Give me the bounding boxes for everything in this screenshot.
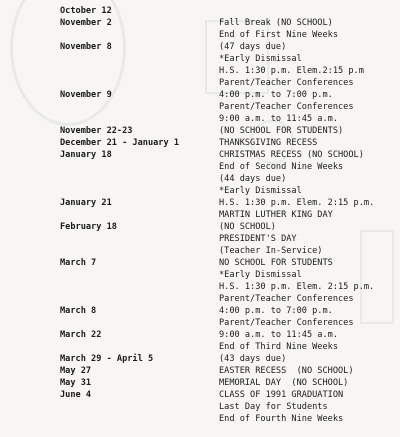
calendar-date: November 2 [60,18,112,28]
calendar-date: October 12 [60,6,112,16]
calendar-date: December 21 - January 1 [60,138,179,148]
calendar-date: January 21 [60,198,112,208]
calendar-event: End of Fourth Nine Weeks [219,414,344,424]
calendar-event: 4:00 p.m. to 7:00 p.m. [219,90,333,100]
calendar-date: March 7 [60,258,97,268]
calendar-event: Parent/Teacher Conferences [219,78,354,88]
calendar-event: H.S. 1:30 p.m. Elem. 2:15 p.m. [219,198,375,208]
calendar-event: NO SCHOOL FOR STUDENTS [219,258,333,268]
calendar-event: 4:00 p.m. to 7:00 p.m. [219,306,333,316]
calendar-event: THANKSGIVING RECESS [219,138,318,148]
calendar-date: May 27 [60,366,92,376]
calendar-event: H.S. 1:30 p.m. Elem. 2:15 p.m. [219,282,375,292]
calendar-date: May 31 [60,378,92,388]
calendar-date: March 22 [60,330,102,340]
calendar-date: January 18 [60,150,112,160]
calendar-date: March 8 [60,306,97,316]
calendar-date: February 18 [60,222,117,232]
calendar-event: (NO SCHOOL) [219,222,276,232]
calendar-event: MARTIN LUTHER KING DAY [219,210,333,220]
calendar-date: November 9 [60,90,112,100]
calendar-event: Fall Break (NO SCHOOL) [219,18,333,28]
calendar-event: End of Second Nine Weeks [219,162,344,172]
calendar-event: MEMORIAL DAY (NO SCHOOL) [219,378,349,388]
calendar-event: CHRISTMAS RECESS (NO SCHOOL) [219,150,364,160]
calendar-date: March 29 - April 5 [60,354,154,364]
calendar-event: Parent/Teacher Conferences [219,318,354,328]
calendar-event: (47 days due) [219,42,287,52]
calendar-date: November 8 [60,42,112,52]
calendar-date: June 4 [60,390,92,400]
calendar-event: (44 days due) [219,174,287,184]
calendar-event: 9:00 a.m. to 11:45 a.m. [219,114,338,124]
calendar-event: Parent/Teacher Conferences [219,294,354,304]
calendar-event: *Early Dismissal [219,186,302,196]
calendar-event: Last Day for Students [219,402,328,412]
calendar-event: *Early Dismissal [219,270,302,280]
calendar-event: (43 days due) [219,354,287,364]
calendar-event: End of First Nine Weeks [219,30,338,40]
calendar-event: EASTER RECESS (NO SCHOOL) [219,366,354,376]
calendar-event: 9:00 a.m. to 11:45 a.m. [219,330,338,340]
calendar-event: CLASS OF 1991 GRADUATION [219,390,344,400]
calendar-event: End of Third Nine Weeks [219,342,338,352]
calendar-date: November 22-23 [60,126,133,136]
calendar-event: (NO SCHOOL FOR STUDENTS) [219,126,344,136]
calendar-event: H.S. 1:30 p.m. Elem.2:15 p.m [219,66,364,76]
calendar-event: PRESIDENT'S DAY [219,234,297,244]
calendar-event: (Teacher In-Service) [219,246,323,256]
calendar-event: Parent/Teacher Conferences [219,102,354,112]
calendar-event: *Early Dismissal [219,54,302,64]
